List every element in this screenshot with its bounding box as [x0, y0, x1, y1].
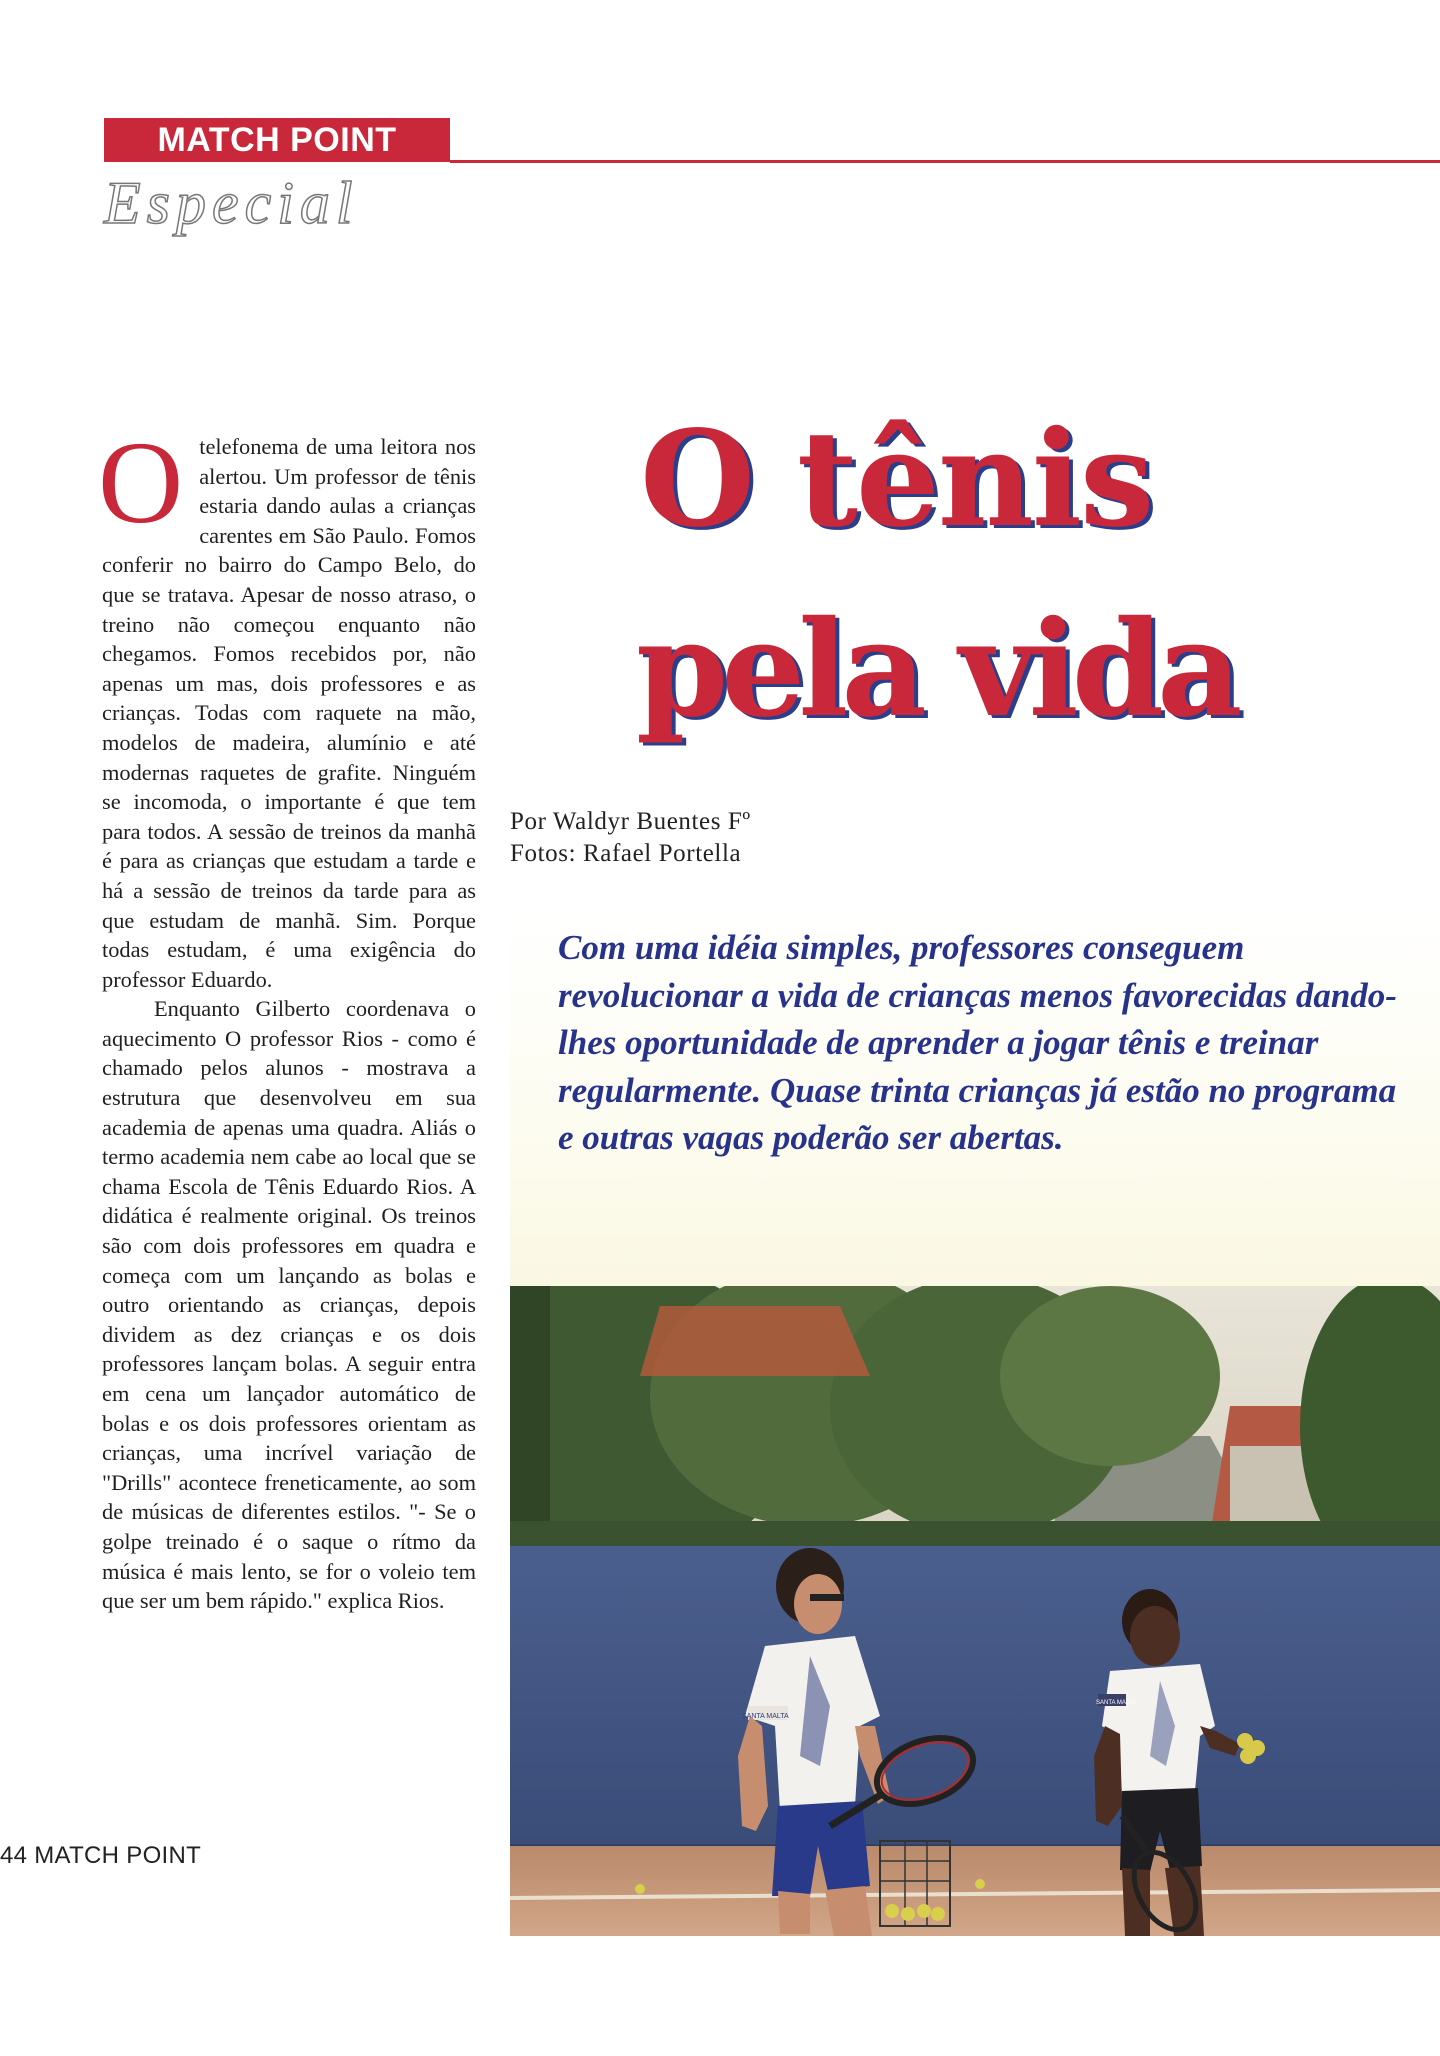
shirt-logo-left: SANTA MALTA [742, 1713, 789, 1720]
masthead: MATCH POINT [104, 118, 450, 162]
tennis-coaches-photo [510, 1286, 1440, 1936]
article-paragraph [98, 417, 476, 994]
shirt-logo-right: SANTA MALTA [1096, 1700, 1137, 1706]
section-label: Especial [104, 170, 359, 236]
page-folio: 44 MATCH POINT [0, 1842, 202, 1869]
article-photo [510, 1286, 1440, 1936]
paragraph-text: telefonema de uma leitora nos alertou. Um professor de tênis estaria dando aulas a crianças carentes em São Paulo. Fomos conferir no bairro do Campo Belo, do que se tratava. Apesar de nosso atraso, o treino não começou enquanto não chegamos. Fomos recebidos por, não apenas um mas, dois professores e as crianças. Todas com raquete na mão, modelos de madeira, alumínio e até modernas raquetes de grafite. Ninguém se incomoda, o importante é que tem para todos. A sessão de treinos da manhã é para as crianças que estudam a tarde e há a sessão de treinos da tarde para as que estudam de manhã. Sim. Porque todas estudam, é uma exigência do professor Eduardo. [102, 434, 476, 992]
drop-cap: O [98, 417, 184, 548]
header-rule [450, 160, 1440, 163]
article-title-line-2: pela vida [636, 592, 1236, 747]
article-title-line-1: O tênis [640, 402, 1153, 557]
article-lead: Com uma idéia simples, professores conseguem revolucionar a vida de crianças menos favorecidas dando-lhes oportunidade de aprender a jogar tênis e treinar regularmente. Quase trinta crianças já estão no programa e outras vagas poderão ser abertas. [558, 928, 1397, 1157]
article-paragraph: Enquanto Gilberto coordenava o aquecimento O professor Rios - como é chamado pelos alunos - mostrava a estrutura que desenvolveu em sua academia de apenas uma quadra. Aliás o termo academia nem cabe ao local que se chama Escola de Tênis Eduardo Rios. A didática é realmente original. Os treinos são com dois professores em quadra e começa com um lançando as bolas e outro orientando as crianças, depois dividem as dez crianças e os dois professores lançam bolas. A seguir entra em cena um lançador automático de bolas e os dois professores orientam as crianças, uma incrível variação de "Drills" acontece freneticamente, ao som de músicas de diferentes estilos. "- Se o golpe treinado é o saque o rítmo da música é mais lento, se for o voleio tem que ser um bem rápido." explica Rios. [102, 996, 476, 1614]
author-credit: Por Waldyr Buentes Fº [510, 808, 751, 835]
article-body [98, 417, 476, 1616]
photo-credit: Fotos: Rafael Portella [510, 840, 742, 867]
